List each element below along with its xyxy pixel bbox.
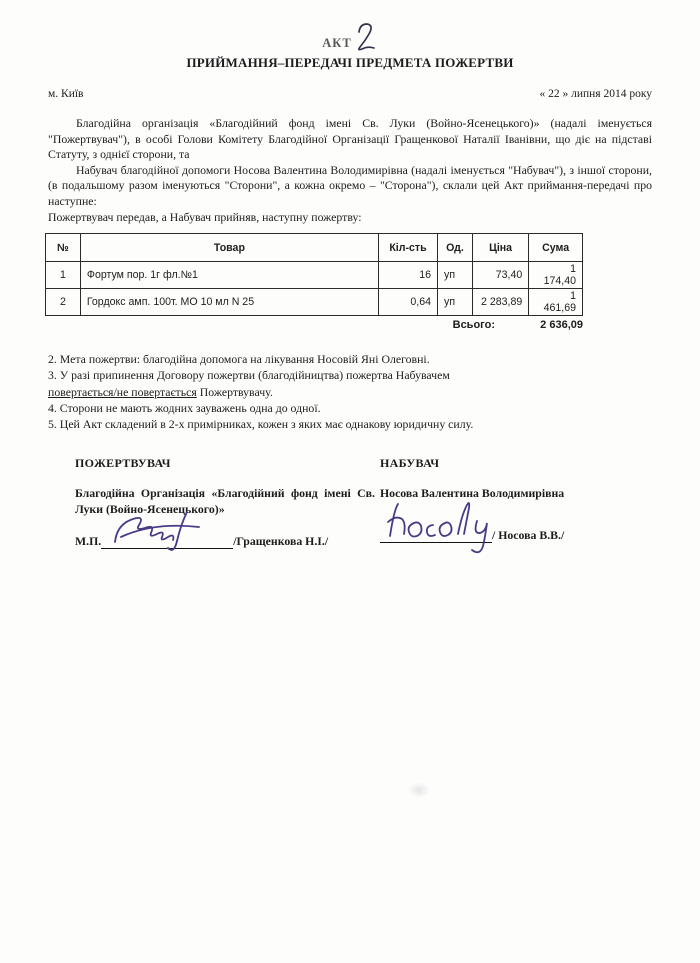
recipient-signature-rule [380, 528, 492, 543]
paragraph-donor: Благодійна організація «Благодійний фонд імені Св. Луки (Войно-Ясенецького)» (надалі іменується "Пожертвувач"), в особі Голови Комітету Благодійної Організації Гращенкової Наталії Іванівни, що діє на підставі Статуту, з однієї сторони, та [48, 116, 652, 162]
recipient-signature-line [380, 528, 642, 543]
donor-signature-block [75, 456, 375, 549]
col-header-price: Ціна [472, 234, 528, 262]
col-header-qty: Кіл-сть [378, 234, 437, 262]
cell-qty: 0,64 [378, 289, 437, 316]
recipient-signature-icon [382, 498, 500, 556]
document-subtitle: ПРИЙМАННЯ–ПЕРЕДАЧІ ПРЕДМЕТА ПОЖЕРТВИ [186, 55, 514, 70]
recipient-name: Носова Валентина Володимирівна [380, 486, 565, 501]
dateline [48, 88, 652, 100]
act-title-line [0, 32, 700, 54]
clause-no-objections: 4. Сторони не мають жодних зауважень одна до одної. [48, 400, 321, 415]
table-row [46, 289, 583, 316]
cell-sum: 1 461,69 [529, 289, 583, 316]
donor-signature-line [75, 534, 375, 549]
donor-name: Благодійна Організація «Благодійний фонд імені Св. Луки (Войно-Ясенецького)» [75, 486, 375, 516]
cell-num: 1 [46, 262, 81, 289]
col-header-unit: Од. [438, 234, 473, 262]
table-header-row [46, 234, 583, 262]
clause-return-underlined: повертається/не повертається [48, 384, 197, 399]
recipient-role-heading: НАБУВАЧ [380, 456, 440, 471]
total-value: 2 636,09 [540, 319, 583, 332]
cell-item: Фортум пор. 1г фл.№1 [80, 262, 378, 289]
paragraph-recipient: Набувач благодійної допомоги Носова Валентина Володимирівна (надалі іменується "Набувач"), з іншої сторони, (в подальшому разом іменуються "Сторони", а кожна окремо – "Сторона"), склали цей Акт приймання-передачі про наступне: [48, 162, 652, 208]
cell-price: 2 283,89 [472, 289, 528, 316]
cell-sum: 1 174,40 [529, 262, 583, 289]
cell-qty: 16 [378, 262, 437, 289]
clause-return-line1: 3. У разі припинення Договору пожертви (благодійництва) пожертва Набувачем [48, 368, 450, 383]
recipient-signature-caption: / Носова В.В./ [492, 527, 565, 542]
donor-signature-icon [109, 510, 221, 554]
act-title: АКТ [322, 35, 352, 50]
cell-num: 2 [46, 289, 81, 316]
donor-signature-rule [101, 534, 233, 549]
paragraph-transfer: Пожертвувач передав, а Набувач прийняв, наступну пожертву: [48, 209, 362, 224]
clause-copies: 5. Цей Акт складений в 2-х примірниках, кожен з яких має однакову юридичну силу. [48, 416, 474, 431]
date-label: « 22 » липня 2014 року [539, 88, 652, 100]
clauses [48, 351, 652, 432]
seal-label: М.П. [75, 534, 102, 549]
col-header-sum: Сума [529, 234, 583, 262]
clause-return-suffix: Пожертвувачу. [196, 384, 273, 399]
scan-smudge [408, 782, 430, 798]
donor-role-heading: ПОЖЕРТВУВАЧ [75, 456, 171, 471]
table-row [46, 262, 583, 289]
title-block [0, 0, 700, 71]
col-header-num: № [46, 234, 81, 262]
total-label: Всього: [452, 319, 495, 332]
cell-unit: уп [438, 289, 473, 316]
total-line [45, 319, 583, 331]
recipient-signature-block [380, 456, 642, 549]
cell-item: Гордокс амп. 100т. МО 10 мл N 25 [80, 289, 378, 316]
clause-purpose: 2. Мета пожертви: благодійна допомога на лікування Носовій Яні Олеговні. [48, 352, 430, 367]
handwritten-number-icon [354, 22, 378, 54]
cell-unit: уп [438, 262, 473, 289]
intro-paragraphs [48, 116, 652, 225]
city-label: м. Київ [48, 88, 84, 100]
clause-return-line2 [48, 384, 652, 400]
col-header-item: Товар [80, 234, 378, 262]
donor-signature-caption: /Гращенкова Н.І./ [233, 534, 329, 549]
goods-table [45, 233, 583, 316]
signatures-section [75, 456, 652, 549]
cell-price: 73,40 [472, 262, 528, 289]
